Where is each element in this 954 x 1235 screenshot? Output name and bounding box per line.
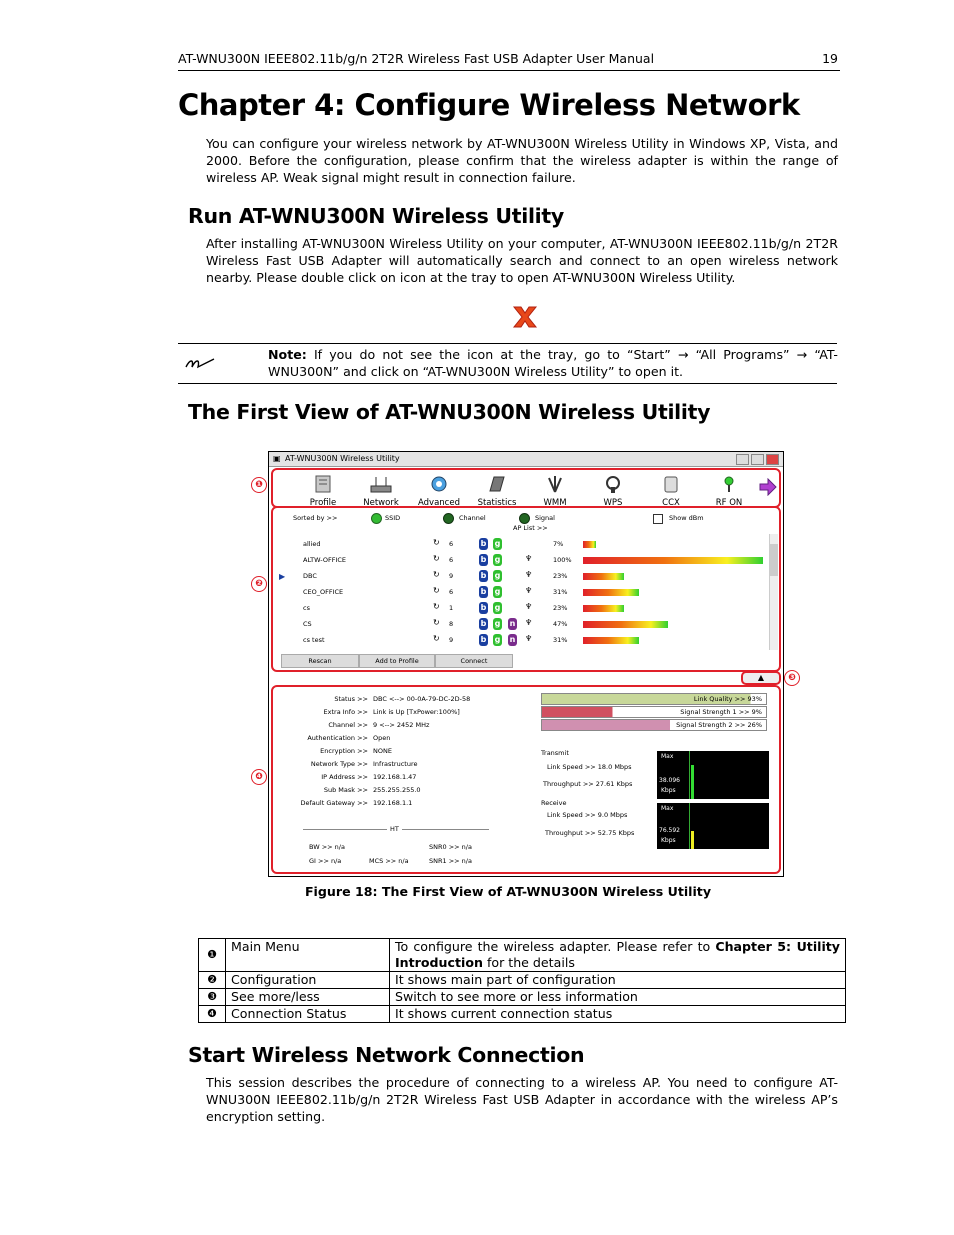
legend-desc: It shows main part of configuration bbox=[390, 972, 846, 989]
main-menu-box bbox=[271, 468, 781, 508]
status-label: Channel >> bbox=[328, 721, 368, 729]
ap-ssid: ALTW-OFFICE bbox=[303, 556, 346, 564]
menu-advanced[interactable] bbox=[411, 475, 467, 508]
channel-icon: ↻ bbox=[433, 586, 440, 595]
ap-list-item[interactable] bbox=[303, 552, 783, 568]
legend-table bbox=[198, 938, 846, 1023]
legend-desc-bold: Chapter 5: Utility Introduction bbox=[395, 939, 840, 970]
signal-bar bbox=[583, 557, 763, 564]
receive-throughput: Throughput >> 52.75 Kbps bbox=[545, 829, 635, 837]
callout-3: ❸ bbox=[784, 670, 800, 686]
connection-status-box bbox=[271, 685, 781, 874]
menu-advanced-label: Advanced bbox=[418, 498, 460, 508]
callout-1: ❶ bbox=[251, 477, 267, 493]
triangle-up-icon: ▲ bbox=[757, 673, 765, 682]
ap-list-item[interactable] bbox=[303, 616, 783, 632]
legend-row bbox=[199, 972, 846, 989]
mode-g-icon: g bbox=[494, 555, 501, 564]
legend-desc-end: for the details bbox=[482, 955, 575, 970]
ap-signal: 47% bbox=[553, 620, 568, 628]
ap-list-item[interactable] bbox=[303, 632, 783, 648]
status-value: DBC <--> 00-0A-79-DC-2D-58 bbox=[373, 695, 471, 703]
transmit-title: Transmit bbox=[541, 749, 569, 757]
window-controls bbox=[736, 454, 779, 465]
menu-network[interactable] bbox=[353, 475, 409, 508]
utility-window-icon: ▣ bbox=[273, 454, 281, 463]
section-start-title: Start Wireless Network Connection bbox=[188, 1043, 585, 1067]
page-number: 19 bbox=[822, 51, 838, 66]
mode-b-icon: b bbox=[480, 619, 487, 628]
status-value: 255.255.255.0 bbox=[373, 786, 421, 794]
ap-ssid: CS bbox=[303, 620, 312, 628]
transmit-throughput: Throughput >> 27.61 Kbps bbox=[543, 780, 633, 788]
transmit-graph-bar bbox=[691, 765, 694, 799]
header-title: AT-WNU300N IEEE802.11b/g/n 2T2R Wireless Fast USB Adapter User Manual bbox=[178, 51, 655, 66]
antenna-icon: ♆ bbox=[525, 570, 533, 579]
status-label: Default Gateway >> bbox=[300, 799, 368, 807]
status-value: 192.168.1.47 bbox=[373, 773, 417, 781]
wps-icon bbox=[600, 475, 626, 493]
note-text bbox=[268, 346, 838, 380]
channel-icon: ↻ bbox=[433, 634, 440, 643]
transmit-graph bbox=[657, 751, 769, 799]
sort-signal-label: Signal bbox=[535, 514, 555, 522]
transmit-graph-unit: Kbps bbox=[661, 787, 676, 794]
section-start-body: This session describes the procedure of connecting to a wireless AP. You need to configure AT-WNU300N IEEE802.11b/g/n 2T2R Wireless Fast USB Adapter in accordance with the wireless AP’s encryption setting. bbox=[206, 1075, 838, 1124]
mode-b-icon: b bbox=[480, 603, 487, 612]
chapter-title: Chapter 4: Configure Wireless Network bbox=[178, 88, 800, 122]
ap-list-scrollbar[interactable] bbox=[769, 534, 778, 650]
menu-rf-label: RF ON bbox=[715, 498, 743, 508]
channel-icon: ↻ bbox=[433, 618, 440, 627]
legend-name: Connection Status bbox=[226, 1006, 390, 1023]
legend-row bbox=[199, 939, 846, 972]
legend-desc bbox=[390, 939, 846, 972]
status-label: Status >> bbox=[334, 695, 368, 703]
mode-g-icon: g bbox=[494, 587, 501, 596]
receive-graph-axis bbox=[689, 803, 690, 849]
status-label: Network Type >> bbox=[310, 760, 368, 768]
sort-label: Sorted by >> bbox=[293, 514, 338, 522]
status-value: 9 <--> 2452 MHz bbox=[373, 721, 430, 729]
antenna-icon: ♆ bbox=[525, 602, 533, 611]
intro-paragraph: You can configure your wireless network by AT-WNU300N Wireless Utility in Windows XP, Vista, and 2000. Before the configuration, please confirm that the wireless adapter is within the range of wireless AP. Weak signal might result in connection failure. bbox=[206, 136, 838, 185]
status-label: Authentication >> bbox=[307, 734, 368, 742]
ht-bw: BW >> n/a bbox=[309, 843, 345, 851]
signal-bar bbox=[583, 573, 624, 580]
ap-signal: 23% bbox=[553, 572, 568, 580]
ccx-icon bbox=[658, 475, 684, 493]
legend-name: Configuration bbox=[226, 972, 390, 989]
mode-b-icon: b bbox=[480, 587, 487, 596]
legend-name: Main Menu bbox=[226, 939, 390, 972]
channel-icon: ↻ bbox=[433, 602, 440, 611]
legend-name: See more/less bbox=[226, 989, 390, 1006]
tray-x-icon[interactable] bbox=[512, 305, 538, 329]
antenna-icon: ♆ bbox=[525, 618, 533, 627]
mode-b-icon: b bbox=[480, 635, 487, 644]
profile-icon bbox=[310, 475, 336, 493]
arrow-right-icon[interactable] bbox=[759, 478, 777, 496]
signal-bar bbox=[583, 589, 639, 596]
receive-graph-max: Max bbox=[661, 805, 674, 812]
ap-ssid: cs test bbox=[303, 636, 325, 644]
mode-g-icon: g bbox=[494, 619, 501, 628]
legend-num: ❸ bbox=[199, 989, 226, 1006]
signal-strength-1-meter: Signal Strength 1 >> 9% bbox=[541, 706, 767, 718]
menu-wmm-label: WMM bbox=[543, 498, 567, 508]
legend-row bbox=[199, 1006, 846, 1023]
header-rule bbox=[178, 70, 840, 71]
ap-list-item[interactable] bbox=[303, 600, 783, 616]
rescan-button[interactable]: Rescan bbox=[281, 654, 359, 668]
mode-g-icon: g bbox=[494, 635, 501, 644]
status-value: 192.168.1.1 bbox=[373, 799, 413, 807]
menu-wmm[interactable] bbox=[527, 475, 583, 508]
ap-signal: 31% bbox=[553, 636, 568, 644]
utility-window-title: AT-WNU300N Wireless Utility bbox=[285, 454, 400, 463]
mode-g-icon: g bbox=[494, 539, 501, 548]
utility-titlebar bbox=[269, 452, 783, 467]
transmit-link-speed: Link Speed >> 18.0 Mbps bbox=[547, 763, 632, 771]
legend-num: ❶ bbox=[199, 939, 226, 972]
menu-statistics[interactable] bbox=[469, 475, 525, 508]
status-value: NONE bbox=[373, 747, 392, 755]
show-dbm-checkbox[interactable] bbox=[653, 514, 663, 524]
receive-title: Receive bbox=[541, 799, 567, 807]
signal-bar bbox=[583, 637, 639, 644]
callout-4: ❹ bbox=[251, 769, 267, 785]
ap-channel: 6 bbox=[449, 556, 454, 564]
legend-num: ❹ bbox=[199, 1006, 226, 1023]
ap-ssid: CEO_OFFICE bbox=[303, 588, 344, 596]
ap-channel: 1 bbox=[449, 604, 454, 612]
statistics-icon bbox=[484, 475, 510, 493]
receive-graph-bar bbox=[691, 831, 694, 849]
ap-signal: 100% bbox=[553, 556, 572, 564]
ap-channel: 6 bbox=[449, 540, 454, 548]
ap-list-item[interactable] bbox=[303, 536, 783, 552]
mode-b-icon: b bbox=[480, 555, 487, 564]
menu-rf-on[interactable] bbox=[701, 475, 757, 508]
receive-graph-value: 76.592 bbox=[659, 827, 680, 834]
menu-wps-label: WPS bbox=[603, 498, 623, 508]
ap-list-label: AP List >> bbox=[513, 524, 548, 532]
sort-ssid-radio[interactable] bbox=[371, 513, 382, 524]
advanced-icon bbox=[426, 475, 452, 493]
menu-wps[interactable] bbox=[585, 475, 641, 508]
status-value: Infrastructure bbox=[373, 760, 418, 768]
connect-button[interactable]: Connect bbox=[435, 654, 513, 668]
close-button[interactable] bbox=[766, 454, 779, 465]
menu-statistics-label: Statistics bbox=[477, 498, 517, 508]
selected-ap-marker-icon: ▶ bbox=[279, 572, 286, 581]
ap-ssid: DBC bbox=[303, 572, 317, 580]
status-label: Extra Info >> bbox=[323, 708, 368, 716]
status-label: Sub Mask >> bbox=[323, 786, 368, 794]
mode-b-icon: b bbox=[480, 539, 487, 548]
antenna-icon: ♆ bbox=[525, 586, 533, 595]
ap-signal: 31% bbox=[553, 588, 568, 596]
transmit-graph-max: Max bbox=[661, 753, 674, 760]
sort-channel-label: Channel bbox=[459, 514, 486, 522]
mode-g-icon: g bbox=[494, 603, 501, 612]
section-first-title: The First View of AT-WNU300N Wireless Utility bbox=[188, 400, 711, 424]
transmit-graph-value: 38.096 bbox=[659, 777, 680, 784]
legend-row bbox=[199, 989, 846, 1006]
ap-signal: 7% bbox=[553, 540, 564, 548]
legend-desc-text: To configure the wireless adapter. Please refer to bbox=[395, 939, 716, 954]
maximize-button[interactable] bbox=[751, 454, 764, 465]
status-label: Encryption >> bbox=[320, 747, 368, 755]
menu-profile-label: Profile bbox=[309, 498, 337, 508]
minimize-button[interactable] bbox=[736, 454, 749, 465]
section-run-title: Run AT-WNU300N Wireless Utility bbox=[188, 204, 564, 228]
signal-strength-2-meter: Signal Strength 2 >> 26% bbox=[541, 719, 767, 731]
ht-mcs: MCS >> n/a bbox=[369, 857, 409, 865]
link-quality-meter: Link Quality >> 93% bbox=[541, 693, 767, 705]
add-to-profile-button[interactable]: Add to Profile bbox=[359, 654, 435, 668]
signal-bar bbox=[583, 605, 624, 612]
channel-icon: ↻ bbox=[433, 570, 440, 579]
figure-caption: Figure 18: The First View of AT-WNU300N Wireless Utility bbox=[304, 884, 712, 899]
antenna-icon: ♆ bbox=[525, 554, 533, 563]
menu-network-label: Network bbox=[363, 498, 399, 508]
mode-n-icon: n bbox=[509, 619, 516, 628]
ap-list-item[interactable] bbox=[303, 584, 783, 600]
ap-ssid: allied bbox=[303, 540, 321, 548]
scrollbar-thumb[interactable] bbox=[770, 544, 778, 576]
sort-channel-radio[interactable] bbox=[443, 513, 454, 524]
receive-graph bbox=[657, 803, 769, 849]
signal-bar bbox=[583, 621, 668, 628]
callout-2: ❷ bbox=[251, 576, 267, 592]
more-less-toggle[interactable] bbox=[741, 671, 781, 685]
page-header bbox=[178, 51, 838, 66]
mode-b-icon: b bbox=[480, 571, 487, 580]
receive-link-speed: Link Speed >> 9.0 Mbps bbox=[547, 811, 628, 819]
ap-channel: 9 bbox=[449, 572, 454, 580]
legend-desc: Switch to see more or less information bbox=[390, 989, 846, 1006]
channel-icon: ↻ bbox=[433, 554, 440, 563]
receive-graph-unit: Kbps bbox=[661, 837, 676, 844]
ap-list-item[interactable] bbox=[303, 568, 783, 584]
note-label: Note: bbox=[268, 347, 307, 362]
ap-ssid: cs bbox=[303, 604, 310, 612]
status-value: Open bbox=[373, 734, 391, 742]
ap-channel: 8 bbox=[449, 620, 454, 628]
ht-label: HT bbox=[387, 825, 402, 833]
transmit-graph-axis bbox=[689, 751, 690, 799]
sort-ssid-label: SSID bbox=[385, 514, 401, 522]
note-body: If you do not see the icon at the tray, go to “Start” → “All Programs” → “AT-WNU300N” and click on “AT-WNU300N Wireless Utility” to open it. bbox=[268, 347, 838, 379]
network-icon bbox=[368, 475, 394, 493]
antenna-icon: ♆ bbox=[525, 634, 533, 643]
menu-ccx[interactable] bbox=[643, 475, 699, 508]
signal-bar bbox=[583, 541, 596, 548]
pen-icon bbox=[184, 357, 218, 371]
mode-g-icon: g bbox=[494, 571, 501, 580]
ap-signal: 23% bbox=[553, 604, 568, 612]
wmm-icon bbox=[542, 475, 568, 493]
ap-channel: 6 bbox=[449, 588, 454, 596]
utility-screenshot bbox=[268, 451, 784, 877]
rf-icon bbox=[716, 475, 742, 493]
ht-snr0: SNR0 >> n/a bbox=[429, 843, 472, 851]
status-label: IP Address >> bbox=[321, 773, 368, 781]
configuration-box bbox=[271, 506, 781, 672]
menu-profile[interactable] bbox=[295, 475, 351, 508]
mode-n-icon: n bbox=[509, 635, 516, 644]
channel-icon: ↻ bbox=[433, 538, 440, 547]
section-run-body: After installing AT-WNU300N Wireless Utility on your computer, AT-WNU300N IEEE802.11b/g/n 2T2R Wireless Fast USB Adapter will automatically search and connect to an open wireless network nearby. Please double click on icon at the tray to open AT-WNU300N Wireless Utility. bbox=[206, 236, 838, 285]
legend-desc: It shows current connection status bbox=[390, 1006, 846, 1023]
note-bottom-rule bbox=[178, 383, 837, 384]
ht-gi: GI >> n/a bbox=[309, 857, 342, 865]
menu-ccx-label: CCX bbox=[662, 498, 680, 508]
sort-signal-radio[interactable] bbox=[519, 513, 530, 524]
status-value: Link is Up [TxPower:100%] bbox=[373, 708, 460, 716]
legend-num: ❷ bbox=[199, 972, 226, 989]
note-top-rule bbox=[178, 343, 837, 344]
ap-channel: 9 bbox=[449, 636, 454, 644]
ht-snr1: SNR1 >> n/a bbox=[429, 857, 472, 865]
show-dbm-label: Show dBm bbox=[669, 514, 704, 522]
